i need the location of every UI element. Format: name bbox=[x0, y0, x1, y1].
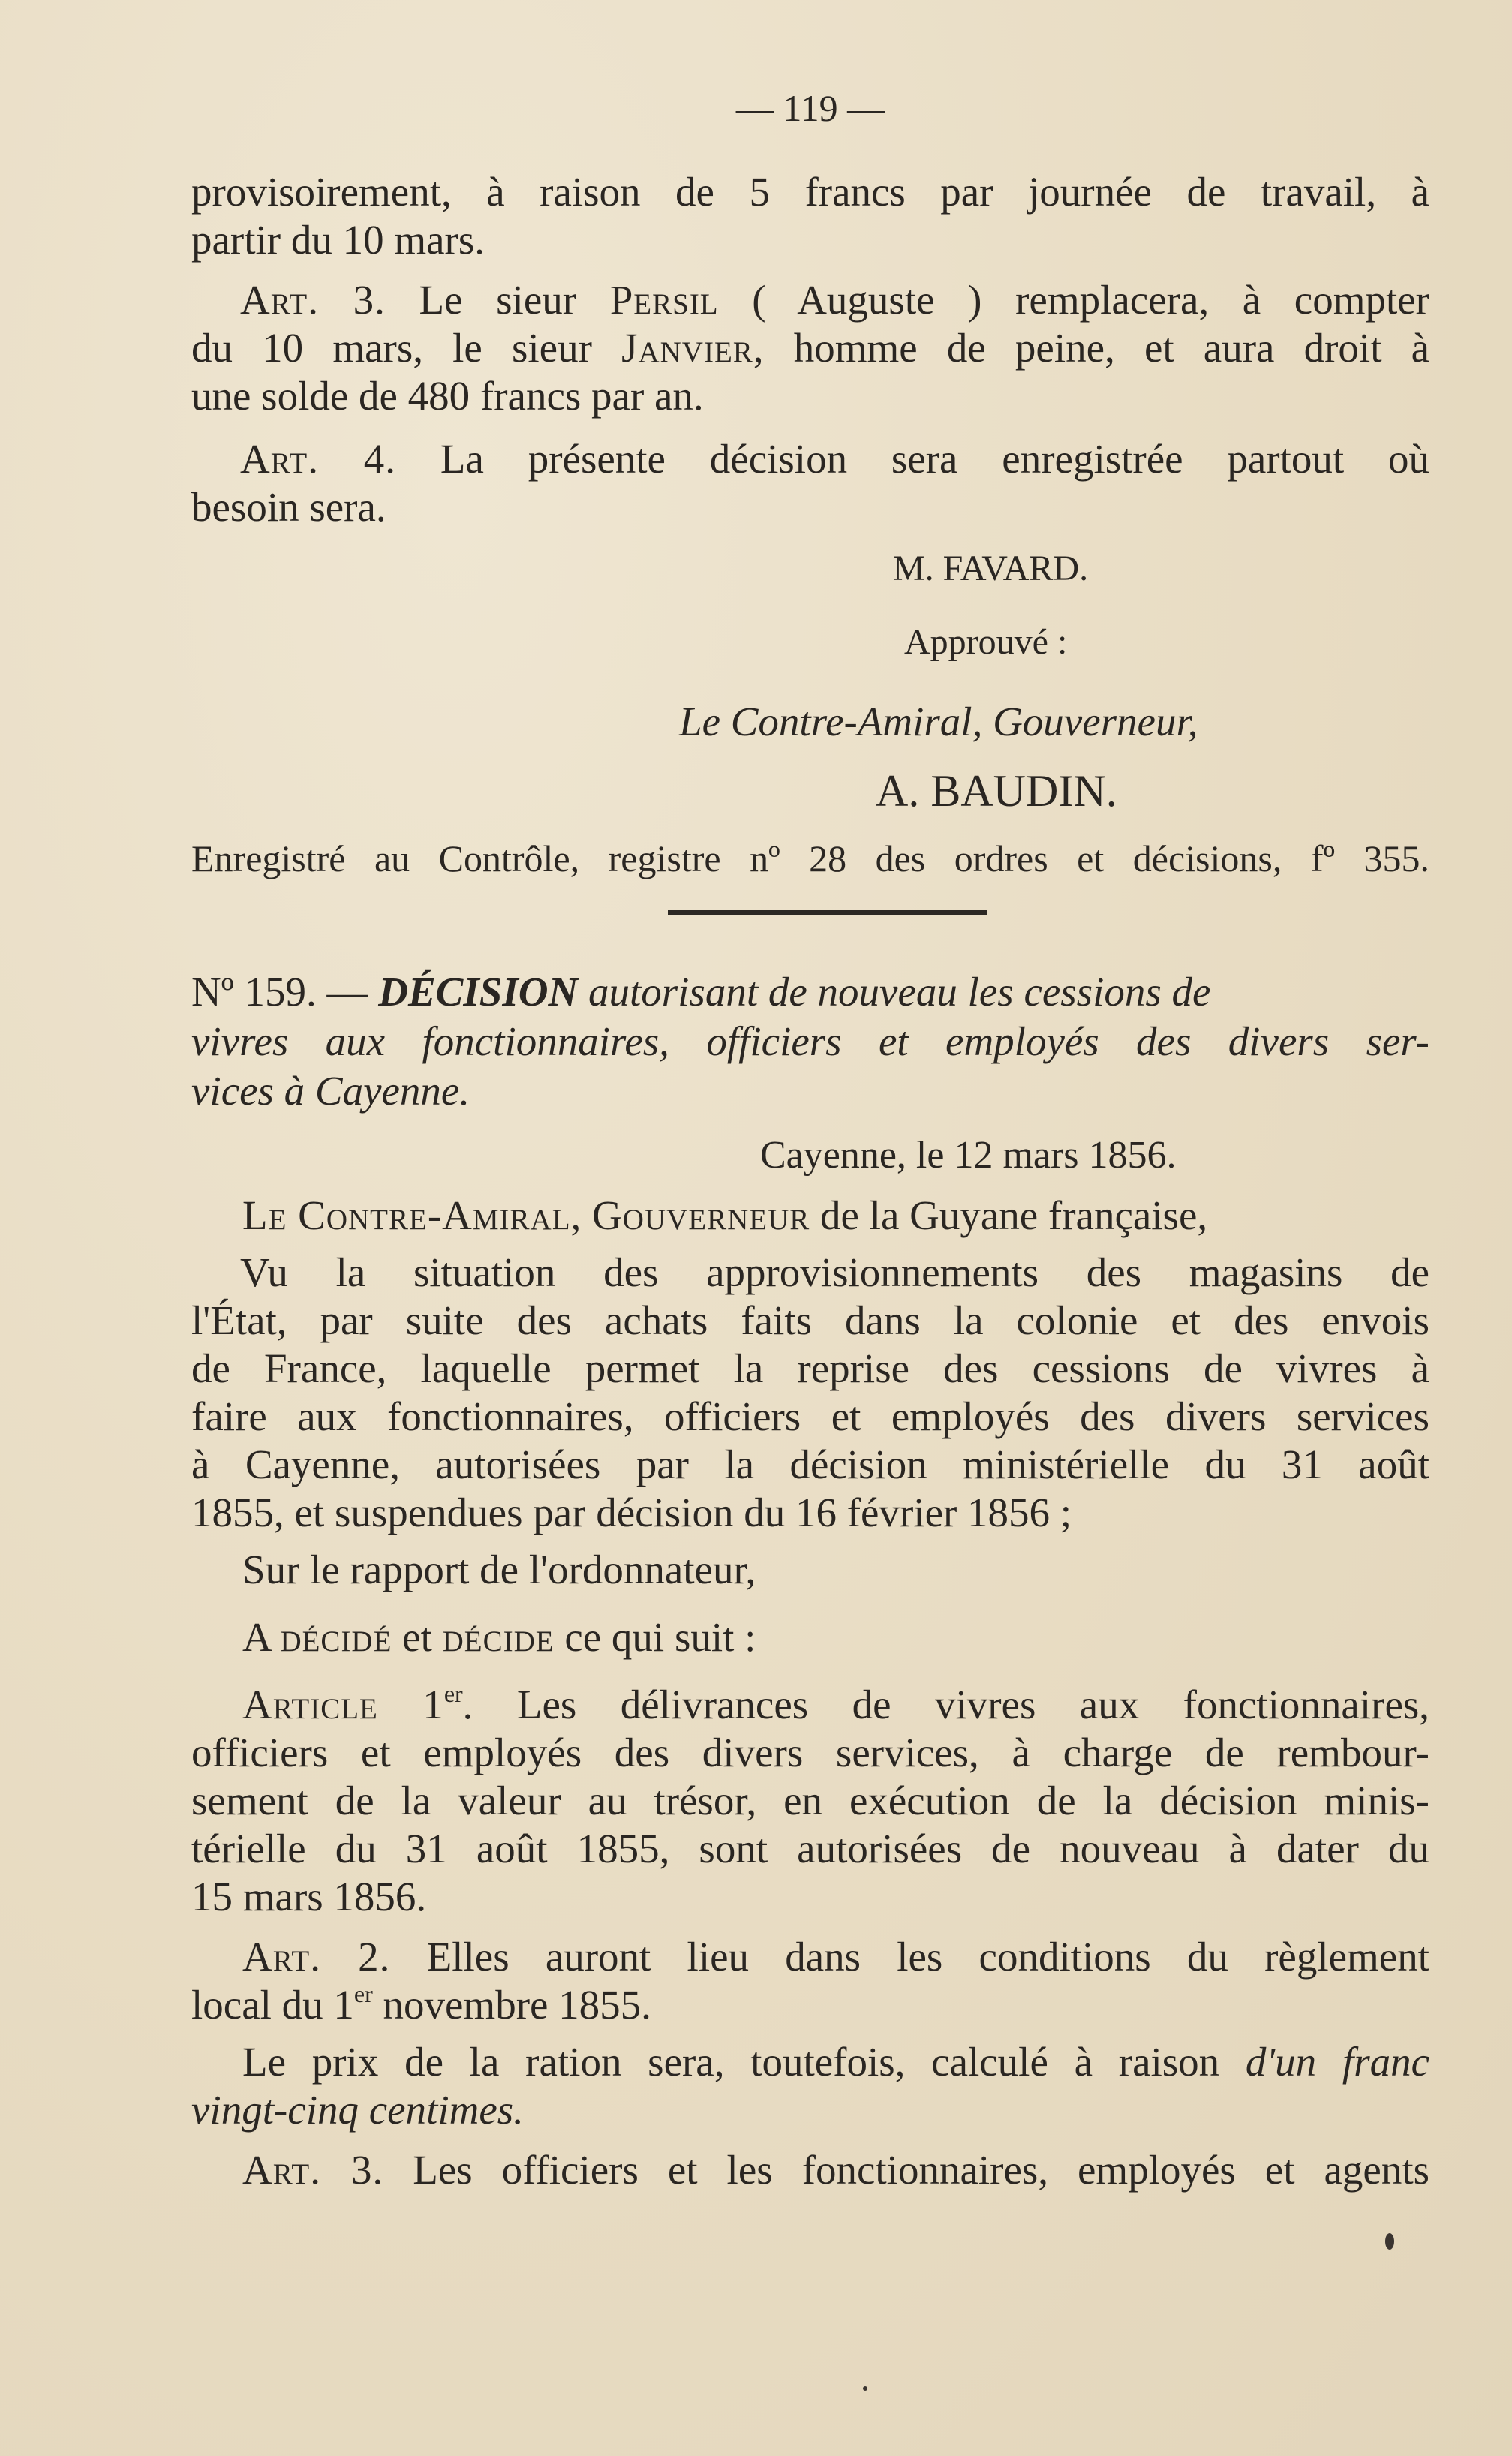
article-2-line-1 bbox=[191, 1933, 1429, 1981]
article-label: Art. 3. bbox=[242, 2147, 384, 2193]
approval-label: Approuvé : bbox=[904, 622, 1068, 662]
text-span: et bbox=[402, 1614, 432, 1660]
text-span: de la Guyane française, bbox=[820, 1192, 1208, 1238]
text-line: partir du 10 mars. bbox=[191, 217, 485, 263]
dash: — bbox=[326, 969, 368, 1015]
article-3-line-1 bbox=[191, 276, 1429, 324]
text-line: une solde de 480 francs par an. bbox=[191, 373, 704, 419]
text-line: vingt-cinq centimes. bbox=[191, 2087, 524, 2133]
governor-title: Le Contre-Amiral, Gouverneur, bbox=[679, 699, 1198, 744]
text-span: Les officiers et les fonctionnaires, employés et agents bbox=[413, 2147, 1429, 2193]
decision-title-line: vivres aux fonctionnaires, officiers et employés des divers ser- bbox=[191, 1018, 1429, 1064]
text-span: A bbox=[242, 1614, 270, 1660]
text-line: à Cayenne, autorisées par la décision ministérielle du 31 août bbox=[191, 1441, 1429, 1487]
superscript: er bbox=[443, 1680, 463, 1707]
article-4-line-1 bbox=[191, 435, 1429, 483]
decision-title-line: vices à Cayenne. bbox=[191, 1068, 470, 1114]
text-span: local du 1 bbox=[191, 1982, 354, 2028]
text-span: décidé bbox=[280, 1614, 392, 1660]
person-name: Janvier, bbox=[621, 325, 765, 371]
text-span: La présente décision sera enregistrée partout où bbox=[440, 436, 1429, 482]
person-name: Persil bbox=[609, 277, 719, 323]
text-span: homme de peine, et aura droit à bbox=[793, 325, 1430, 371]
place-date: Cayenne, le 12 mars 1856. bbox=[760, 1134, 1177, 1177]
text-span: Elles auront lieu dans les conditions du règlement bbox=[426, 1934, 1430, 1980]
decides-line bbox=[242, 1613, 756, 1661]
decision-heading-line-1 bbox=[191, 968, 1429, 1016]
text-span: ce qui suit : bbox=[564, 1614, 756, 1660]
text-line: Vu la situation des approvisionnements des magasins de bbox=[240, 1249, 1429, 1295]
decision-keyword: DÉCISION bbox=[378, 969, 579, 1015]
text-span: Le prix de la ration sera, toutefois, calculé à raison bbox=[242, 2039, 1220, 2085]
article-1-line-1 bbox=[191, 1681, 1429, 1729]
price-line-1 bbox=[191, 2038, 1429, 2086]
text-span: Le sieur bbox=[419, 277, 577, 323]
text-span: du 10 mars, le sieur bbox=[191, 325, 592, 371]
authority-line bbox=[242, 1192, 1207, 1240]
article-3-line-1 bbox=[191, 2146, 1429, 2194]
governor-name: A. BAUDIN. bbox=[876, 766, 1117, 816]
text-span: novembre 1855. bbox=[383, 1982, 651, 2028]
article-label: Article 1 bbox=[242, 1682, 444, 1727]
text-line: besoin sera. bbox=[191, 484, 386, 530]
text-line: térielle du 31 août 1855, sont autorisées de nouveau à dater du bbox=[191, 1826, 1429, 1871]
article-label: Art. 4. bbox=[240, 436, 397, 482]
authority-title: Le Contre-Amiral, bbox=[242, 1192, 582, 1238]
signature: M. FAVARD. bbox=[893, 549, 1089, 588]
registration-note: Enregistré au Contrôle, registre nº 28 des ordres et décisions, fº 355. bbox=[191, 837, 1429, 879]
section-divider bbox=[668, 910, 987, 915]
page-number: — 119 — bbox=[735, 87, 885, 129]
ink-speck bbox=[863, 2386, 867, 2391]
text-line: 1855, et suspendues par décision du 16 février 1856 ; bbox=[191, 1490, 1072, 1535]
superscript: er bbox=[353, 1980, 373, 2007]
text-line: officiers et employés des divers services, à charge de rembour- bbox=[191, 1730, 1429, 1775]
text-span: . Les délivrances de vivres aux fonctionnaires, bbox=[462, 1682, 1430, 1727]
text-span: ( Auguste ) remplacera, à compter bbox=[752, 277, 1430, 323]
text-line: Sur le rapport de l'ordonnateur, bbox=[242, 1547, 756, 1592]
decision-title: autorisant de nouveau les cessions de bbox=[588, 969, 1211, 1015]
text-line: de France, laquelle permet la reprise des cessions de vivres à bbox=[191, 1345, 1429, 1391]
text-line: provisoirement, à raison de 5 francs par journée de travail, à bbox=[191, 169, 1429, 215]
article-3-line-2 bbox=[191, 324, 1429, 372]
text-line: sement de la valeur au trésor, en exécution de la décision minis- bbox=[191, 1778, 1429, 1823]
authority-title: Gouverneur bbox=[592, 1192, 810, 1238]
text-span: décide bbox=[442, 1614, 555, 1660]
text-line: faire aux fonctionnaires, officiers et employés des divers services bbox=[191, 1393, 1429, 1439]
ink-speck bbox=[1385, 2233, 1394, 2250]
text-line: 15 mars 1856. bbox=[191, 1874, 427, 1919]
article-label: Art. 2. bbox=[242, 1934, 391, 1980]
text-line: l'État, par suite des achats faits dans la colonie et des envois bbox=[191, 1297, 1429, 1343]
decision-number: Nº 159. bbox=[191, 969, 317, 1015]
text-span: d'un franc bbox=[1245, 2039, 1430, 2085]
article-label: Art. 3. bbox=[240, 277, 386, 323]
article-2-line-2 bbox=[191, 1981, 1429, 2029]
